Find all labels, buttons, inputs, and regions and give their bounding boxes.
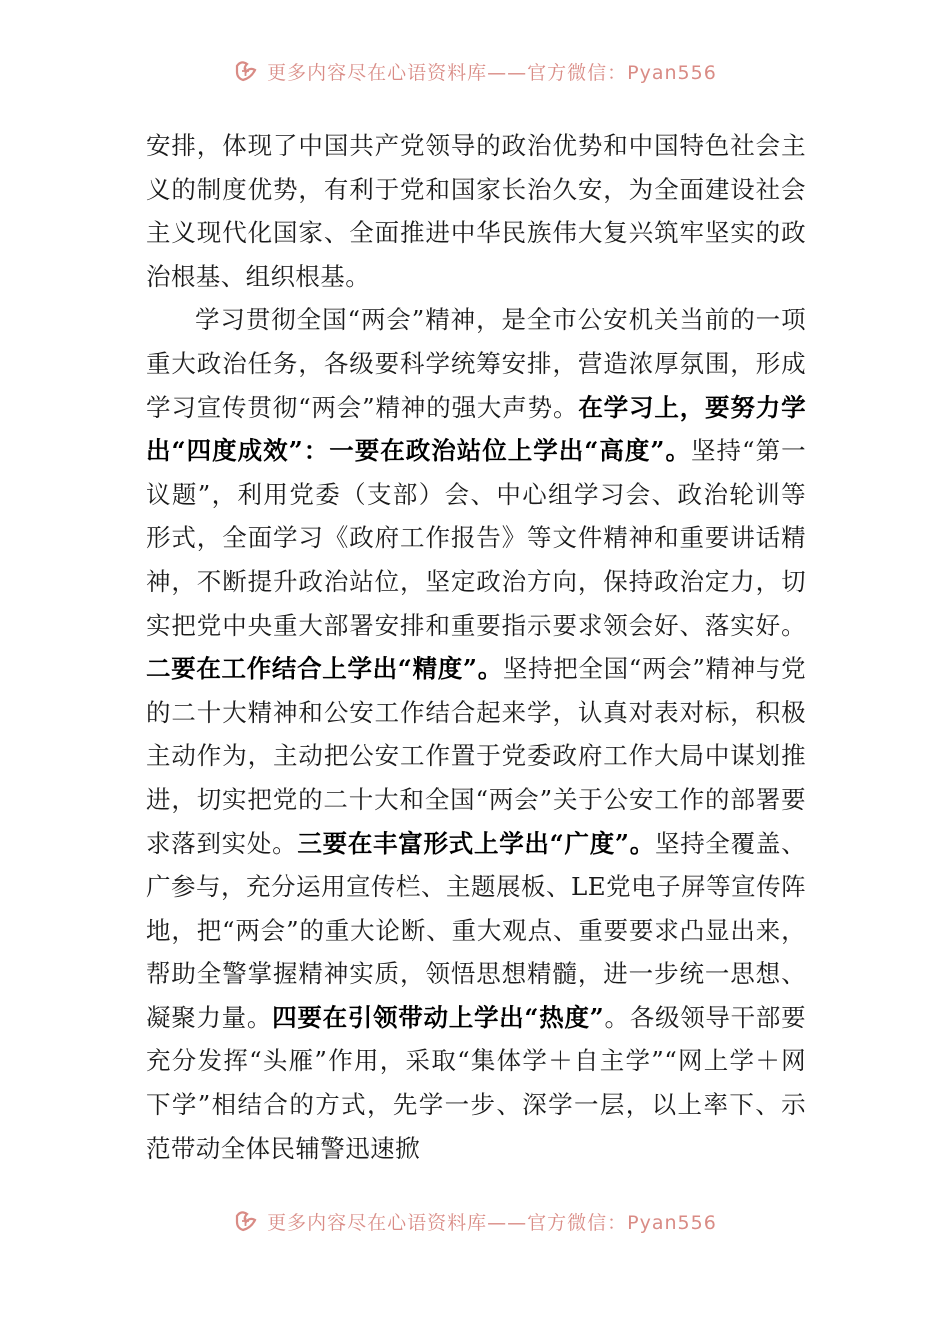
bold-text-run: 二要在工作结合上学出“精度”。 — [146, 654, 503, 684]
text-run: 安排，体现了中国共产党领导的政治优势和中国特色社会主义的制度优势，有利于党和国家长治久安，为全面建设社会主义现代化国家、全面推进中华民族伟大复兴筑牢坚实的政治根基、组织根基。 — [146, 131, 806, 291]
document-body — [146, 124, 806, 1170]
text-run: 坚持全覆盖、广参与，充分运用宣传栏、主题展板、LE党电子屏等宣传阵地，把“两会”的重大论断、重大观点、重要要求凸显出来，帮助全警掌握精神实质，领悟思想精髓，进一步统一思想、凝聚力量。 — [146, 828, 807, 1032]
watermark-logo-icon — [233, 1208, 259, 1234]
watermark-logo-icon — [233, 58, 259, 84]
watermark-text: 更多内容尽在心语资料库——官方微信：Pyan556 — [267, 61, 717, 84]
text-run: 学习贯彻全国“两会”精神，是全市公安机关当前的一项重大政治任务，各级要科学统筹安排，营造浓厚氛围，形成学习宣传贯彻“两会”精神的强大声势。 — [146, 305, 806, 422]
text-run: 坚持把全国“两会”精神与党的二十大精神和公安工作结合起来学，认真对表对标，积极主动作为，主动把公安工作置于党委政府工作大局中谋划推进，切实把党的二十大和全国“两会”关于公安工作的部署要求落到实处。 — [146, 654, 807, 858]
text-run: 坚持“第一议题”，利用党委（支部）会、中心组学习会、政治轮训等形式，全面学习《政府工作报告》等文件精神和重要讲话精神，不断提升政治站位，坚定政治方向，保持政治定力，切实把党中央重大部署安排和重要指示要求领会好、落实好。 — [146, 436, 806, 640]
header-watermark — [0, 56, 950, 86]
text-run: 。各级领导干部要充分发挥“头雁”作用，采取“集体学＋自主学”“网上学＋网下学”相结合的方式，先学一步、深学一层，以上率下、示范带动全体民辅警迅速掀 — [146, 1002, 807, 1163]
watermark-text: 更多内容尽在心语资料库——官方微信：Pyan556 — [267, 1211, 717, 1234]
paragraph-1 — [146, 124, 806, 298]
footer-watermark — [0, 1206, 950, 1236]
bold-text-run: 在学习上，要努力学出“四度成效”：一要在政治站位上学出“高度”。 — [146, 392, 806, 466]
paragraph-2 — [146, 298, 806, 1170]
bold-text-run: 三要在丰富形式上学出“广度”。 — [297, 828, 655, 858]
bold-text-run: 四要在引领带动上学出“热度” — [272, 1002, 605, 1032]
